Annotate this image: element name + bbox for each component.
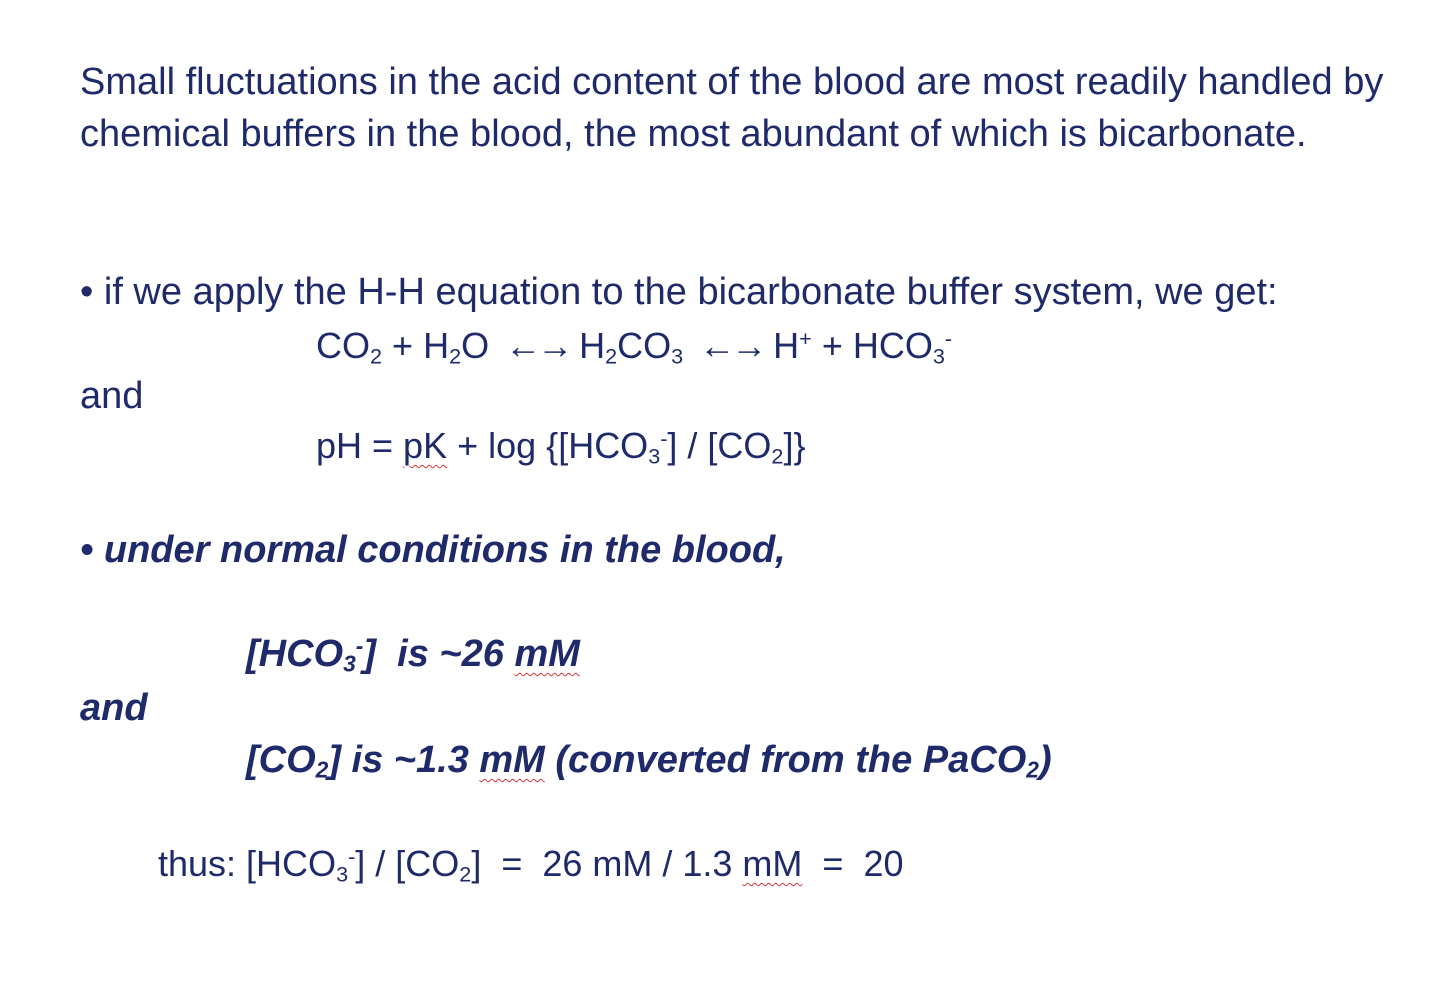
equilibrium-arrow: ←→ (505, 325, 570, 366)
bullet-2 (80, 524, 786, 576)
intro-paragraph: Small fluctuations in the acid content of the blood are most readily handled by chemical buffers in the blood, the most abundant of which is bicarbonate. (80, 61, 1384, 155)
and-label-1: and (80, 375, 144, 417)
bullet-marker: • (80, 271, 94, 313)
equilibrium-arrow: ←→ (699, 325, 764, 366)
bullet-marker: • (80, 529, 94, 571)
and-label-2: and (80, 687, 148, 729)
bullet-1 (80, 266, 1278, 318)
condition-bicarbonate: $[HCO_3^-]$ is ~26 mM (246, 632, 580, 677)
reaction-equation: $CO_2 + H_2O$ ←→ $H_2CO_3$ ←→ $H^+ + HCO_3^-$ (316, 325, 953, 369)
ratio-result: thus: $[HCO_3^-] / [CO_2] = 26$ mM / 1.3 mM = 20 (158, 843, 904, 887)
henderson-hasselbalch-equation: pH = pK + $\log \{[HCO_3^-] / [CO_2]\}$ (316, 425, 806, 469)
bullet-2-text: under normal conditions in the blood, (103, 529, 786, 571)
condition-co2: $[CO_2]$ is ~1.3 mM (converted from the PaCO$_2$) (246, 739, 1052, 783)
bullet-1-text: if we apply the H-H equation to the bicarbonate buffer system, we get: (103, 271, 1278, 313)
